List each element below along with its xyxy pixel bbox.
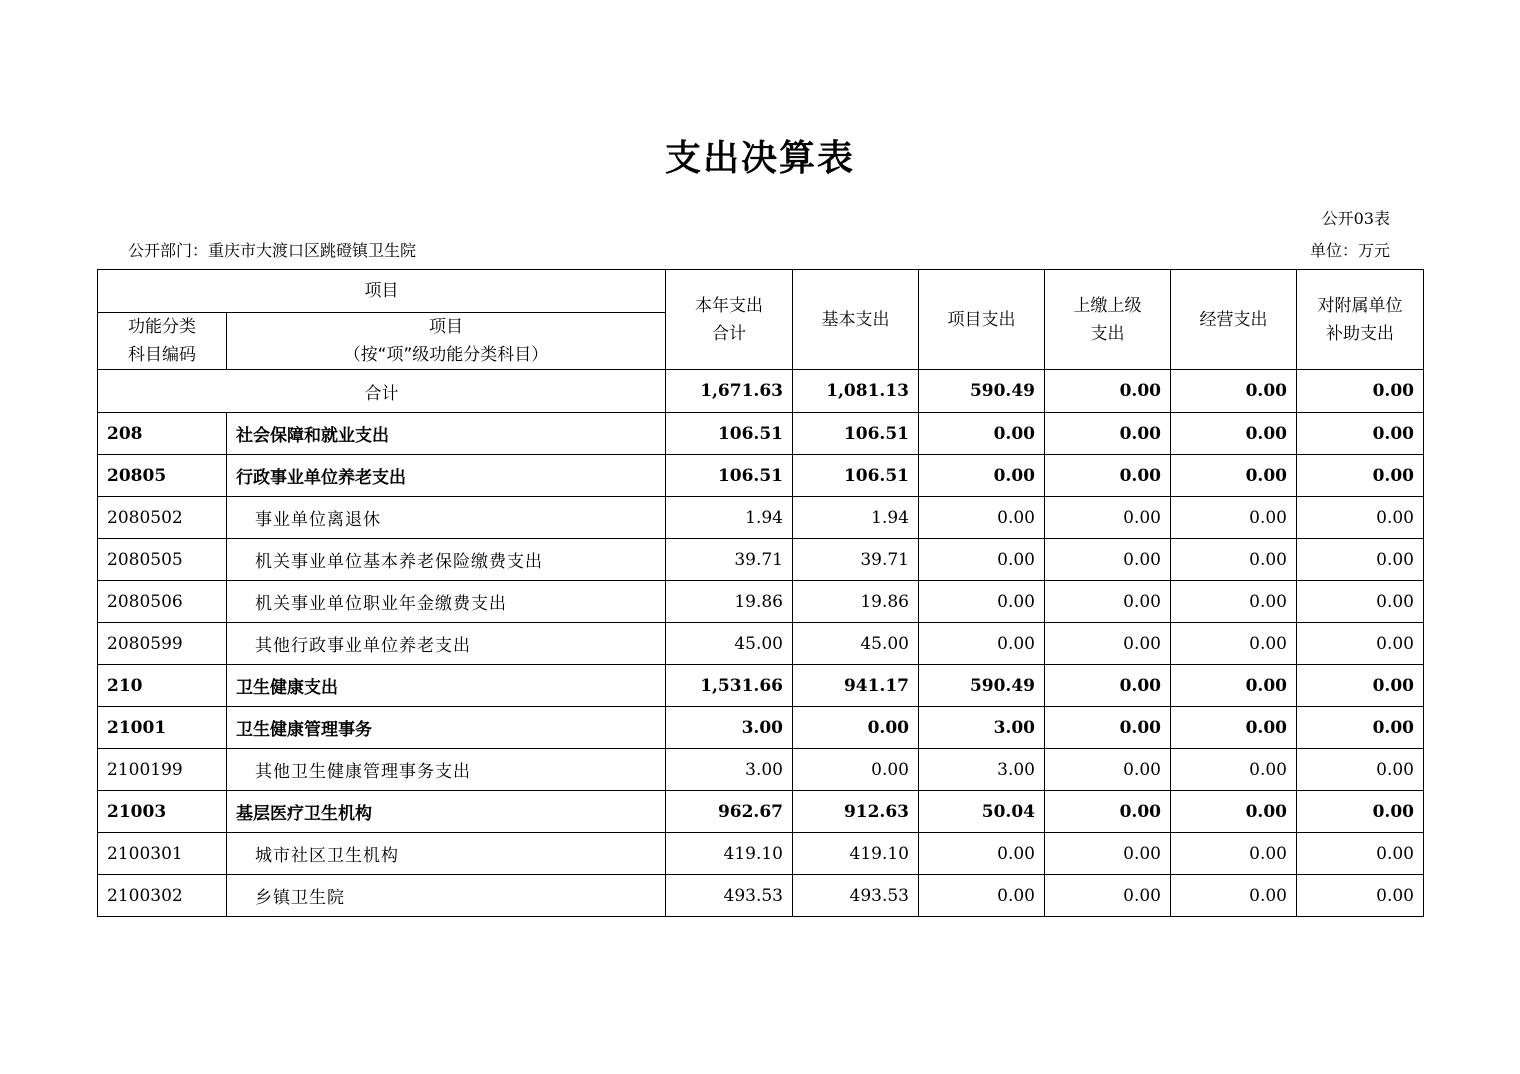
- row-value: 0.00: [1045, 623, 1171, 665]
- row-name: 事业单位离退休: [227, 497, 666, 539]
- row-value: 0.00: [1297, 581, 1424, 623]
- row-value: 0.00: [1297, 497, 1424, 539]
- table-row: [98, 539, 1424, 581]
- row-value: 0.00: [1297, 539, 1424, 581]
- row-value: 0.00: [1171, 497, 1297, 539]
- row-value: 493.53: [793, 875, 919, 917]
- row-name: 其他卫生健康管理事务支出: [227, 749, 666, 791]
- table-row: [98, 791, 1424, 833]
- row-value: 0.00: [1171, 875, 1297, 917]
- table-row: [98, 749, 1424, 791]
- row-name: 城市社区卫生机构: [227, 833, 666, 875]
- row-value: 0.00: [1045, 581, 1171, 623]
- row-code: 2080599: [98, 623, 227, 665]
- total-value: 1,081.13: [793, 370, 919, 413]
- total-row: [98, 370, 1424, 413]
- row-code: 2080506: [98, 581, 227, 623]
- row-value: 19.86: [793, 581, 919, 623]
- row-value: 0.00: [1045, 455, 1171, 497]
- table-row: [98, 497, 1424, 539]
- header-upper: 上缴上级 支出: [1045, 270, 1171, 370]
- row-value: 106.51: [793, 413, 919, 455]
- row-value: 0.00: [1297, 791, 1424, 833]
- header-basic: 基本支出: [793, 270, 919, 370]
- row-code: 2100301: [98, 833, 227, 875]
- row-value: 0.00: [1171, 749, 1297, 791]
- row-value: 0.00: [1045, 707, 1171, 749]
- row-value: 0.00: [919, 455, 1045, 497]
- row-value: 0.00: [1171, 623, 1297, 665]
- row-value: 0.00: [919, 833, 1045, 875]
- row-value: 3.00: [666, 749, 793, 791]
- table-row: [98, 665, 1424, 707]
- row-name: 基层医疗卫生机构: [227, 791, 666, 833]
- row-value: 0.00: [1045, 833, 1171, 875]
- row-value: 0.00: [1171, 665, 1297, 707]
- row-code: 210: [98, 665, 227, 707]
- table-row: [98, 707, 1424, 749]
- row-name: 机关事业单位基本养老保险缴费支出: [227, 539, 666, 581]
- row-value: 0.00: [1045, 665, 1171, 707]
- row-name: 卫生健康管理事务: [227, 707, 666, 749]
- row-value: 1.94: [793, 497, 919, 539]
- row-name: 其他行政事业单位养老支出: [227, 623, 666, 665]
- header-project: 项目支出: [919, 270, 1045, 370]
- table-row: [98, 623, 1424, 665]
- row-value: 0.00: [919, 413, 1045, 455]
- row-value: 0.00: [1045, 791, 1171, 833]
- row-value: 19.86: [666, 581, 793, 623]
- row-value: 0.00: [1045, 875, 1171, 917]
- row-value: 106.51: [666, 413, 793, 455]
- row-value: 3.00: [666, 707, 793, 749]
- header-total: 本年支出 合计: [666, 270, 793, 370]
- row-value: 0.00: [1297, 665, 1424, 707]
- row-value: 0.00: [1297, 707, 1424, 749]
- row-value: 0.00: [1171, 539, 1297, 581]
- row-code: 2100302: [98, 875, 227, 917]
- unit-label: 单位：万元: [1309, 241, 1390, 260]
- row-value: 0.00: [1045, 539, 1171, 581]
- row-value: 106.51: [666, 455, 793, 497]
- row-value: 0.00: [919, 581, 1045, 623]
- row-value: 0.00: [919, 539, 1045, 581]
- department-label: 公开部门：重庆市大渡口区跳磴镇卫生院: [128, 241, 417, 260]
- row-value: 106.51: [793, 455, 919, 497]
- page-title: 支出决算表: [664, 138, 855, 179]
- expenditure-table: [97, 269, 1424, 917]
- table-row: [98, 581, 1424, 623]
- row-name: 卫生健康支出: [227, 665, 666, 707]
- row-value: 45.00: [793, 623, 919, 665]
- header-subsidy: 对附属单位 补助支出: [1297, 270, 1424, 370]
- row-value: 3.00: [919, 707, 1045, 749]
- row-value: 3.00: [919, 749, 1045, 791]
- row-code: 2100199: [98, 749, 227, 791]
- row-value: 0.00: [1297, 623, 1424, 665]
- row-value: 941.17: [793, 665, 919, 707]
- row-value: 0.00: [919, 497, 1045, 539]
- row-value: 962.67: [666, 791, 793, 833]
- total-value: 1,671.63: [666, 370, 793, 413]
- table-row: [98, 413, 1424, 455]
- row-value: 912.63: [793, 791, 919, 833]
- table-row: [98, 833, 1424, 875]
- row-value: 0.00: [1171, 455, 1297, 497]
- row-name: 乡镇卫生院: [227, 875, 666, 917]
- row-value: 0.00: [793, 749, 919, 791]
- row-name: 机关事业单位职业年金缴费支出: [227, 581, 666, 623]
- row-value: 0.00: [1171, 707, 1297, 749]
- row-value: 0.00: [919, 875, 1045, 917]
- row-code: 2080502: [98, 497, 227, 539]
- row-value: 0.00: [919, 623, 1045, 665]
- form-number: 公开03表: [1321, 209, 1390, 228]
- total-value: 590.49: [919, 370, 1045, 413]
- row-value: 39.71: [666, 539, 793, 581]
- table-row: [98, 455, 1424, 497]
- row-value: 0.00: [1045, 413, 1171, 455]
- header-item-group: 项目: [98, 270, 666, 313]
- row-code: 208: [98, 413, 227, 455]
- row-code: 21001: [98, 707, 227, 749]
- row-value: 0.00: [1171, 833, 1297, 875]
- row-code: 2080505: [98, 539, 227, 581]
- row-value: 0.00: [1297, 875, 1424, 917]
- table-row: [98, 875, 1424, 917]
- row-name: 行政事业单位养老支出: [227, 455, 666, 497]
- row-value: 0.00: [1297, 749, 1424, 791]
- header-business: 经营支出: [1171, 270, 1297, 370]
- row-value: 0.00: [1297, 833, 1424, 875]
- total-value: 0.00: [1171, 370, 1297, 413]
- row-value: 590.49: [919, 665, 1045, 707]
- row-value: 0.00: [1171, 791, 1297, 833]
- row-value: 0.00: [1297, 455, 1424, 497]
- row-value: 0.00: [1045, 749, 1171, 791]
- row-code: 21003: [98, 791, 227, 833]
- header-code: 功能分类 科目编码: [98, 313, 227, 370]
- row-value: 0.00: [793, 707, 919, 749]
- header-item: 项目 （按“项”级功能分类科目）: [227, 313, 666, 370]
- total-value: 0.00: [1297, 370, 1424, 413]
- total-label: 合计: [98, 370, 666, 413]
- row-value: 419.10: [666, 833, 793, 875]
- row-value: 1.94: [666, 497, 793, 539]
- row-value: 50.04: [919, 791, 1045, 833]
- row-code: 20805: [98, 455, 227, 497]
- row-value: 39.71: [793, 539, 919, 581]
- row-value: 419.10: [793, 833, 919, 875]
- row-value: 1,531.66: [666, 665, 793, 707]
- row-value: 45.00: [666, 623, 793, 665]
- row-value: 0.00: [1171, 581, 1297, 623]
- row-value: 493.53: [666, 875, 793, 917]
- row-value: 0.00: [1171, 413, 1297, 455]
- row-value: 0.00: [1045, 497, 1171, 539]
- row-value: 0.00: [1297, 413, 1424, 455]
- total-value: 0.00: [1045, 370, 1171, 413]
- row-name: 社会保障和就业支出: [227, 413, 666, 455]
